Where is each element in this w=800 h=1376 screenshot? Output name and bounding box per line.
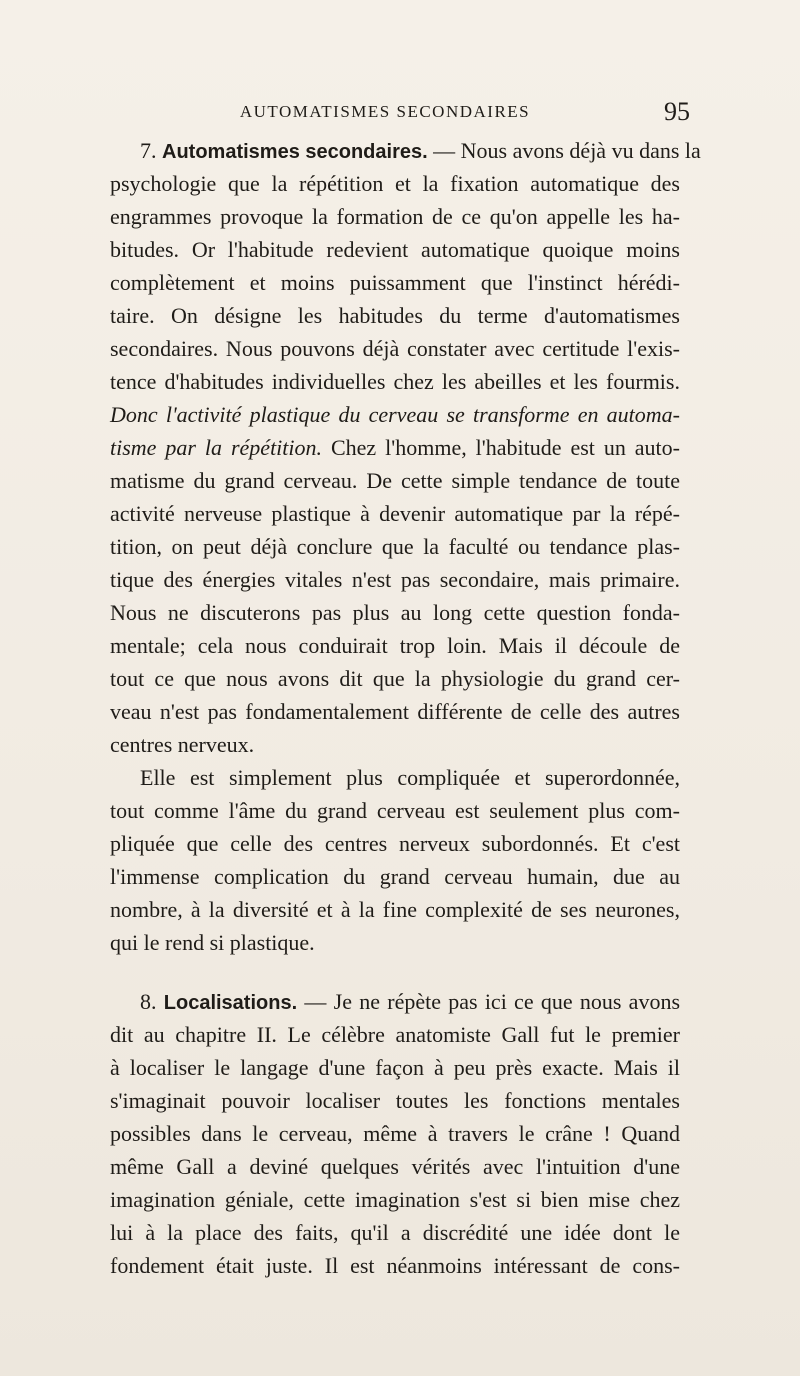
text-line: Elle est simplement plus compliquée et superordonnée, <box>140 765 680 790</box>
text-line: 7. Automatismes secondaires. — Nous avons déjà vu dans la <box>140 138 701 163</box>
text-line: qui le rend si plastique. <box>110 930 315 955</box>
text-line: secondaires. Nous pouvons déjà constater avec certitude l'exis- <box>110 336 680 361</box>
text-line: tisme par la répétition. Chez l'homme, l'habitude est un auto- <box>110 435 681 460</box>
text-line: même Gall a deviné quelques vérités avec l'intuition d'une <box>110 1154 680 1179</box>
text-line: mentale; cela nous conduirait trop loin. Mais il découle de <box>110 633 680 658</box>
text-line: matisme du grand cerveau. De cette simple tendance de toute <box>110 468 680 493</box>
text-line: tout comme l'âme du grand cerveau est seulement plus com- <box>110 798 680 823</box>
running-header <box>110 92 690 132</box>
text-line: nombre, à la diversité et à la fine complexité de ses neurones, <box>110 897 680 922</box>
text-line: fondement était juste. Il est néanmoins intéressant de cons- <box>110 1253 680 1278</box>
section-number: 8. <box>140 989 164 1014</box>
running-title: AUTOMATISMES SECONDAIRES <box>239 102 531 121</box>
text-line: taire. On désigne les habitudes du terme d'automatismes <box>110 303 680 328</box>
text-line: centres nerveux. <box>110 732 255 757</box>
text-line: veau n'est pas fondamentalement différente de celle des autres <box>110 699 680 724</box>
text-line: engrammes provoque la formation de ce qu'on appelle les ha- <box>110 204 680 229</box>
text-line: Nous ne discuterons pas plus au long cette question fonda- <box>110 600 680 625</box>
text-line: tique des énergies vitales n'est pas secondaire, mais primaire. <box>110 567 680 592</box>
text-line: l'immense complication du grand cerveau humain, due au <box>110 864 680 889</box>
text-line: activité nerveuse plastique à devenir automatique par la répé- <box>110 501 680 526</box>
section-heading: Automatismes secondaires. <box>162 141 428 163</box>
page-number: 95 <box>664 97 690 126</box>
text-line: 8. Localisations. — Je ne répète pas ici ce que nous avons <box>140 989 681 1014</box>
text-line: pliquée que celle des centres nerveux subordonnés. Et c'est <box>110 831 680 856</box>
text-line: complètement et moins puissamment que l'instinct hérédi- <box>110 270 680 295</box>
paragraph-gap <box>110 959 680 985</box>
body-text <box>110 134 701 1282</box>
text-line: dit au chapitre II. Le célèbre anatomiste Gall fut le premier <box>110 1022 680 1047</box>
text-line: s'imaginait pouvoir localiser toutes les fonctions mentales <box>110 1088 680 1113</box>
section-heading: Localisations. <box>163 992 298 1014</box>
text-line: possibles dans le cerveau, même à travers le crâne ! Quand <box>110 1121 680 1146</box>
text-line: tout ce que nous avons dit que la physiologie du grand cer- <box>110 666 680 691</box>
italic-phrase: tisme par la répétition. <box>110 435 323 460</box>
text-line: psychologie que la répétition et la fixation automatique des <box>110 171 680 196</box>
section-number: 7. <box>140 138 162 163</box>
text-line: tence d'habitudes individuelles chez les abeilles et les fourmis. <box>110 369 680 394</box>
text-line-italic: Donc l'activité plastique du cerveau se transforme en automa- <box>110 402 680 427</box>
text-line: bitudes. Or l'habitude redevient automatique quoique moins <box>110 237 680 262</box>
text-line: à localiser le langage d'une façon à peu près exacte. Mais il <box>110 1055 680 1080</box>
text-line: tition, on peut déjà conclure que la faculté ou tendance plas- <box>110 534 680 559</box>
text-line: imagination géniale, cette imagination s'est si bien mise chez <box>110 1187 680 1212</box>
text-line: lui à la place des faits, qu'il a discrédité une idée dont le <box>110 1220 680 1245</box>
